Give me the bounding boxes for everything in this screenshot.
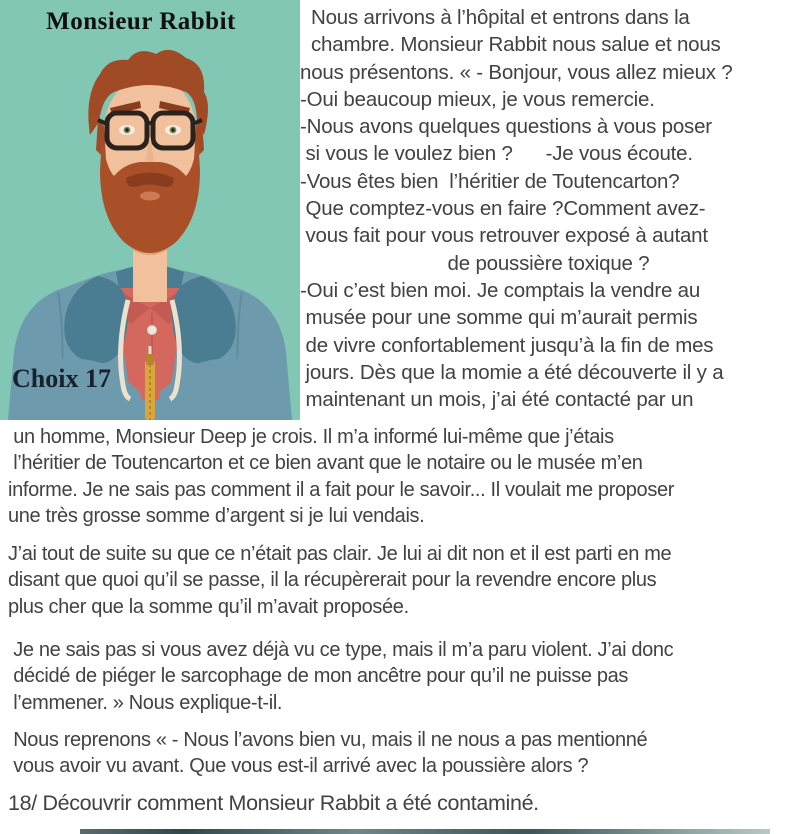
story-line: Nous reprenons « - Nous l’avons bien vu, mais il ne nous a pas mentionné	[8, 729, 648, 751]
story-line: une très grosse somme d’argent si je lui vendais.	[8, 504, 425, 527]
story-line: vous fait pour vous retrouver exposé à autant	[300, 224, 708, 248]
story-line: de poussière toxique ?	[447, 251, 650, 275]
story-line: plus cher que la somme qu’il m’avait proposée.	[8, 595, 409, 618]
story-line: nous présentons. « - Bonjour, vous allez mieux ?	[300, 60, 733, 84]
character-card	[0, 0, 300, 420]
story-paragraph	[8, 727, 796, 780]
story-line: Je ne sais pas si vous avez déjà vu ce type, mais il m’a paru violent. J’ai donc	[8, 639, 674, 661]
next-choice-link[interactable]: 18/ Découvrir comment Monsieur Rabbit a été contaminé.	[8, 791, 539, 815]
story-line: l’héritier de Toutencarton et ce bien avant que le notaire ou le musée m’en	[8, 452, 643, 475]
story-line: musée pour une somme qui m’aurait permis	[300, 306, 698, 330]
story-line: l’emmener. » Nous explique-t-il.	[8, 691, 283, 714]
story-line: J’ai tout de suite su que ce n’était pas clair. Je lui ai dit non et il est parti en me	[8, 543, 672, 565]
character-name: Monsieur Rabbit	[46, 8, 236, 35]
story-line: informe. Je ne sais pas comment il a fait pour le savoir... Il voulait me proposer	[8, 478, 675, 501]
story-paragraph	[8, 637, 796, 716]
story-line: Nous arrivons à l’hôpital et entrons dans la	[300, 6, 690, 29]
story-line: de vivre confortablement jusqu’à la fin de mes	[300, 333, 714, 357]
story-line: décidé de piéger le sarcophage de mon ancêtre pour qu’il ne puisse pas	[8, 665, 629, 688]
story-line: un homme, Monsieur Deep je crois. Il m’a informé lui-même que j’étais	[8, 426, 614, 448]
story-line: vous avoir vu avant. Que vous est-il arrivé avec la poussière alors ?	[8, 755, 589, 778]
story-paragraph	[8, 424, 796, 529]
character-illustration-icon	[0, 0, 300, 420]
story-paragraph	[8, 541, 796, 620]
story-line: Que comptez-vous en faire ?Comment avez-	[300, 197, 706, 221]
story-line: maintenant un mois, j’ai été contacté par un	[300, 388, 694, 412]
dialogue-column	[300, 4, 797, 413]
story-line: -Nous avons quelques questions à vous poser	[300, 115, 712, 139]
choice-number-label: Choix 17	[12, 364, 111, 393]
story-line: chambre. Monsieur Rabbit nous salue et nous	[300, 33, 721, 57]
story-line: -Oui c’est bien moi. Je comptais la vendre au	[300, 278, 701, 302]
next-card-edge	[80, 829, 770, 834]
story-line: -Oui beaucoup mieux, je vous remercie.	[300, 87, 655, 111]
story-line: disant que quoi qu’il se passe, il la récupèrerait pour la revendre encore plus	[8, 569, 657, 592]
story-line: jours. Dès que la momie a été découverte il y a	[300, 360, 724, 384]
story-line: si vous le voulez bien ? -Je vous écoute.	[300, 142, 693, 166]
story-line: -Vous êtes bien l’héritier de Toutencarton?	[300, 169, 680, 193]
